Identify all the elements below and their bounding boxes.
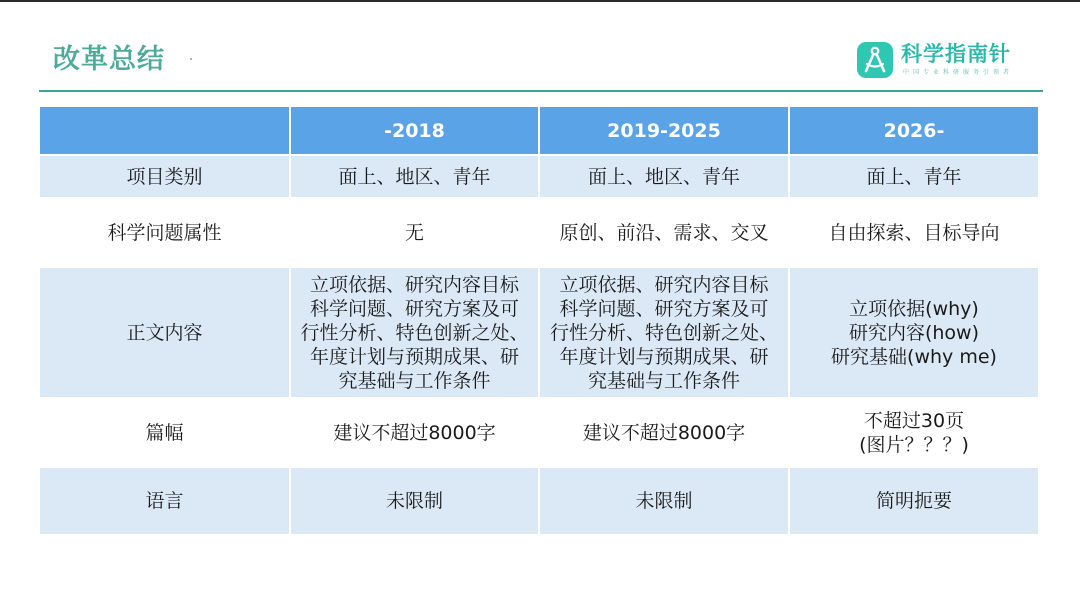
table-cell: 面上、地区、青年 xyxy=(290,155,539,198)
table-row xyxy=(40,198,1038,267)
compass-logo-icon xyxy=(857,42,893,78)
table-cell: 面上、青年 xyxy=(789,155,1038,198)
table-cell: 无 xyxy=(290,198,539,267)
cell-line: 科学问题、研究方案及可 xyxy=(309,297,519,320)
cell-line: 年度计划与预期成果、研 xyxy=(559,345,769,368)
table-cell xyxy=(789,398,1038,467)
cell-line: 立项依据、研究内容目标 xyxy=(309,273,519,296)
cell-line: 研究基础(why me) xyxy=(831,345,997,368)
header-cell-corner xyxy=(40,107,290,155)
cell-line: 立项依据(why) xyxy=(849,297,979,320)
table-cell: 未限制 xyxy=(290,467,539,535)
header-cell-2019-2025: 2019-2025 xyxy=(539,107,789,155)
comparison-table xyxy=(40,107,1038,536)
table-cell: 原创、前沿、需求、交叉 xyxy=(539,198,789,267)
cell-line: 究基础与工作条件 xyxy=(587,369,740,392)
cell-line: 立项依据、研究内容目标 xyxy=(559,273,769,296)
table-cell xyxy=(789,267,1038,398)
table-cell: 面上、地区、青年 xyxy=(539,155,789,198)
table-cell: 简明扼要 xyxy=(789,467,1038,535)
row-label: 科学问题属性 xyxy=(40,198,290,267)
header-cell-2026: 2026- xyxy=(789,107,1038,155)
table-cell: 建议不超过8000字 xyxy=(290,398,539,467)
row-label: 篇幅 xyxy=(40,398,290,467)
cell-line: 行性分析、特色创新之处、 xyxy=(300,321,529,344)
row-label: 语言 xyxy=(40,467,290,535)
table-row xyxy=(40,467,1038,535)
cell-line: 不超过30页 xyxy=(863,409,965,432)
cell-line: 研究内容(how) xyxy=(848,321,980,344)
cell-line: 究基础与工作条件 xyxy=(338,369,491,392)
title-dot xyxy=(190,58,192,60)
table-cell xyxy=(290,267,539,398)
table-cell xyxy=(539,267,789,398)
logo-name: 科学指南针 xyxy=(901,42,1011,66)
cell-line: (图片？？？) xyxy=(859,433,969,456)
title-divider xyxy=(39,90,1043,92)
logo-tagline: 中国专业科研服务引领者 xyxy=(903,69,1014,76)
table-row xyxy=(40,267,1038,398)
table-cell: 未限制 xyxy=(539,467,789,535)
table-row xyxy=(40,398,1038,467)
cell-line: 科学问题、研究方案及可 xyxy=(559,297,769,320)
cell-line: 行性分析、特色创新之处、 xyxy=(549,321,778,344)
table-cell: 建议不超过8000字 xyxy=(539,398,789,467)
header-cell-2018: -2018 xyxy=(290,107,539,155)
slide-title: 改革总结 xyxy=(53,44,165,75)
cell-line: 年度计划与预期成果、研 xyxy=(309,345,519,368)
table-cell: 自由探索、目标导向 xyxy=(789,198,1038,267)
row-label: 项目类别 xyxy=(40,155,290,198)
table-header-row xyxy=(40,107,1038,155)
brand-logo xyxy=(857,42,1037,80)
table-row xyxy=(40,155,1038,198)
window-top-edge xyxy=(0,0,1080,2)
row-label: 正文内容 xyxy=(40,267,290,398)
